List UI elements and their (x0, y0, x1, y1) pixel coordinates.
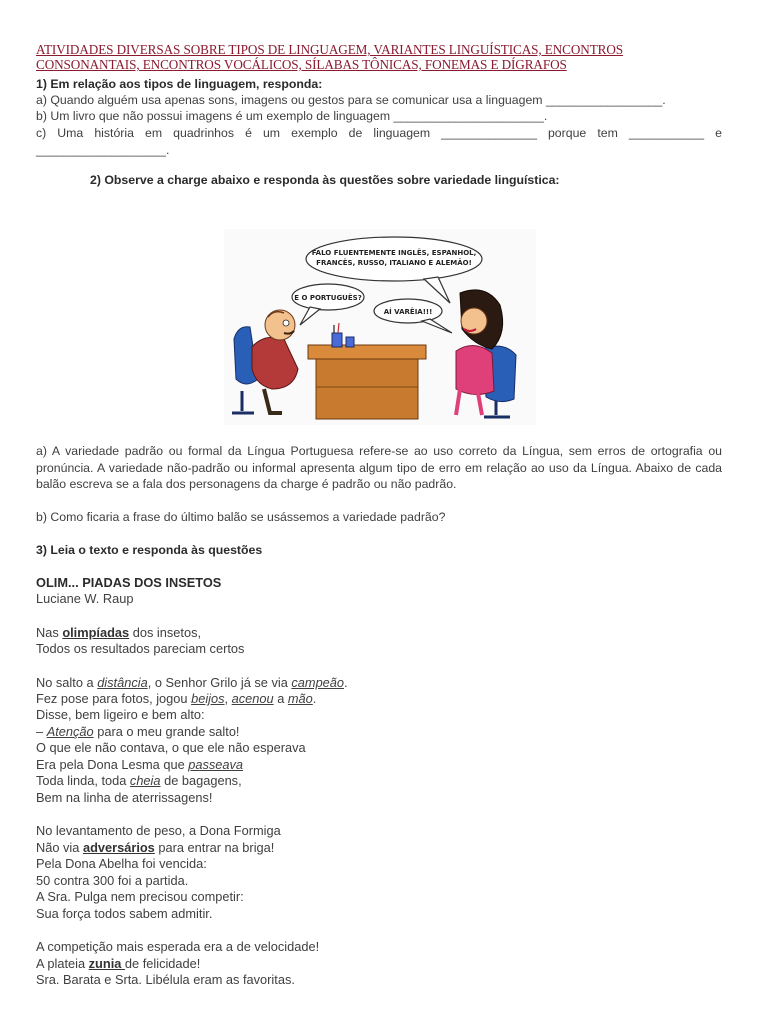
poem-line: Era pela Dona Lesma que passeava (36, 757, 244, 772)
vocab-campeao: campeão (291, 675, 345, 690)
poem-author: Luciane W. Raup (36, 591, 134, 606)
vocab-olimpiadas: olimpíadas (62, 625, 130, 640)
question-1c-line1: c) Uma história em quadrinhos é um exemplo de linguagem ______________ porque tem ___________ e (36, 126, 722, 140)
vocab-adversarios: adversários (82, 840, 155, 855)
poem-line: Toda linda, toda cheia de bagagens, (36, 773, 242, 788)
question-1c-line2: ___________________. (36, 143, 170, 157)
charge-cartoon (224, 229, 536, 425)
poem-line: Não via adversários para entrar na briga! (36, 840, 275, 855)
vocab-atencao: Atenção (46, 724, 94, 739)
poem-line: No salto a distância, o Senhor Grilo já se via campeão. (36, 675, 348, 690)
poem-line: A competição mais esperada era a de velocidade! (36, 939, 320, 954)
bubble-1-line-1: FALO FLUENTEMENTE INGLÊS, ESPANHOL, (311, 249, 477, 257)
poem-line: No levantamento de peso, a Dona Formiga (36, 823, 281, 838)
bubble-1-line-2: FRANCÊS, RUSSO, ITALIANO E ALEMÃO! (316, 259, 472, 267)
bubble-3-text: AÍ VARÊIA!!! (383, 308, 433, 316)
vocab-passeava: passeava (188, 757, 244, 772)
poem-line: Sra. Barata e Srta. Libélula eram as favoritas. (36, 972, 295, 987)
bubble-2-text: E O PORTUGUÊS? (294, 294, 362, 302)
poem-line: 50 contra 300 foi a partida. (36, 873, 189, 888)
poem-line: A Sra. Pulga nem precisou competir: (36, 889, 244, 904)
poem-line: Bem na linha de aterrissagens! (36, 790, 213, 805)
poem-line: O que ele não contava, o que ele não esperava (36, 740, 306, 755)
question-3-heading: 3) Leia o texto e responda às questões (36, 543, 263, 557)
poem-line: Nas olimpíadas dos insetos, (36, 625, 202, 640)
worksheet-title: ATIVIDADES DIVERSAS SOBRE TIPOS DE LINGUAGEM, VARIANTES LINGUÍSTICAS, ENCONTROS CONSONANTAIS, ENCONTROS VOCÁLICOS, SÍLABAS TÔNICAS, FONEMAS E DÍGRAFOS (36, 42, 624, 72)
poem-line: Todos os resultados pareciam certos (36, 641, 245, 656)
poem-line: Fez pose para fotos, jogou beijos, acenou a mão. (36, 691, 317, 706)
question-2-heading: 2) Observe a charge abaixo e responda às questões sobre variedade linguística: (90, 173, 560, 187)
question-1b: b) Um livro que não possui imagens é um exemplo de linguagem ______________________. (36, 109, 548, 123)
vocab-beijos: beijos (191, 691, 225, 706)
vocab-distancia: distância (97, 675, 148, 690)
question-1a: a) Quando alguém usa apenas sons, imagens ou gestos para se comunicar usa a linguagem _________________. (36, 93, 666, 107)
vocab-cheia: cheia (129, 773, 161, 788)
question-2b: b) Como ficaria a frase do último balão se usássemos a variedade padrão? (36, 510, 446, 524)
poem-title: OLIM... PIADAS DOS INSETOS (36, 575, 222, 590)
poem-line: Sua força todos sabem admitir. (36, 906, 213, 921)
question-1-heading: 1) Em relação aos tipos de linguagem, responda: (36, 77, 323, 91)
vocab-mao: mão (287, 691, 313, 706)
vocab-acenou: acenou (231, 691, 274, 706)
poem-line: Disse, bem ligeiro e bem alto: (36, 707, 205, 722)
poem-line: A plateia zunia de felicidade! (36, 956, 201, 971)
question-2a: a) A variedade padrão ou formal da Língua Portuguesa refere-se ao uso correto da Língua, sem erros de ortografia ou pronúncia. A variedade não-padrão ou informal apresenta algum tipo de erro em relação ao uso da Língua. Abaixo de cada balão escreva se a fala dos personagens da charge é padrão ou não padrão. (36, 444, 722, 492)
vocab-zunia: zunia (88, 956, 125, 971)
poem-line: Pela Dona Abelha foi vencida: (36, 856, 207, 871)
poem-line: – Atenção para o meu grande salto! (36, 724, 240, 739)
